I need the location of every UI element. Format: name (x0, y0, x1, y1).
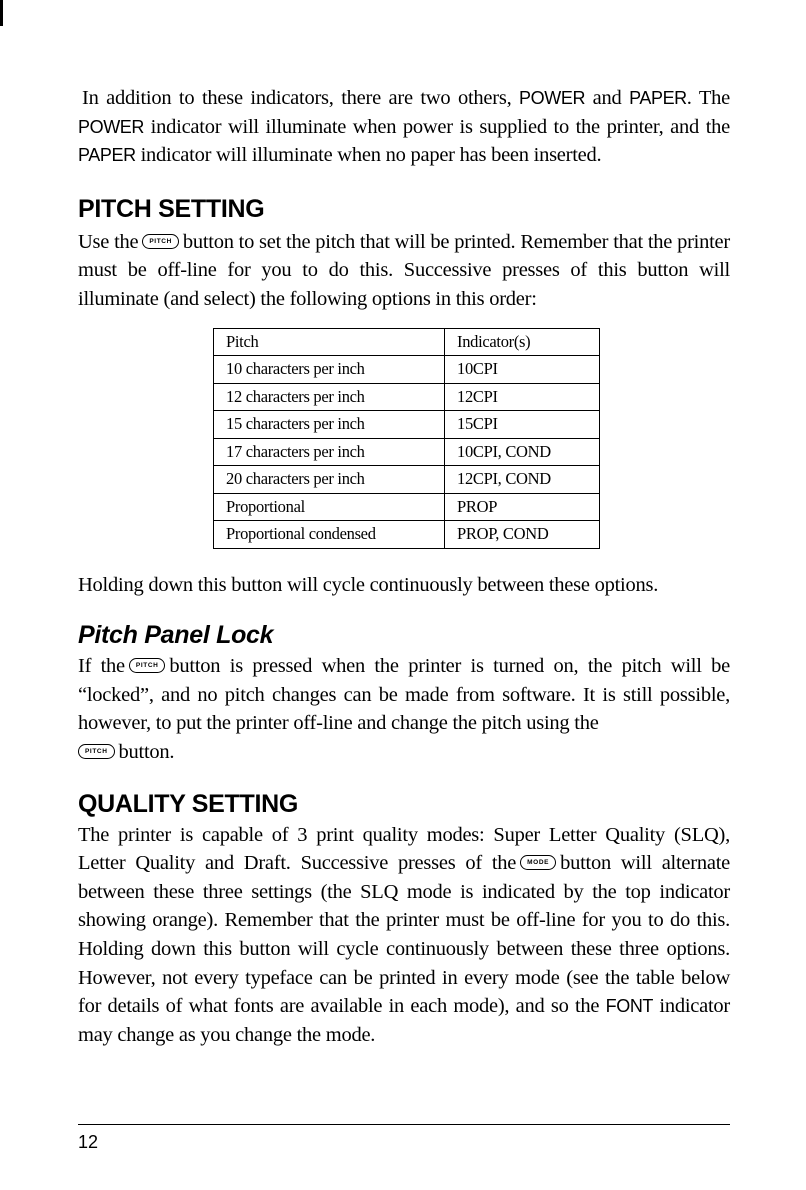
table-cell: 10 characters per inch (214, 356, 445, 384)
intro-text-3: . The (686, 87, 730, 109)
table-cell: PROP, COND (445, 521, 600, 549)
table-cell: 10CPI (445, 356, 600, 384)
table-cell: PROP (445, 493, 600, 521)
paper-indicator-label: PAPER (629, 88, 687, 108)
panel-lock-text-1: If the (78, 655, 125, 678)
footer-rule (78, 1124, 730, 1125)
table-header-cell: Indicator(s) (445, 328, 600, 356)
table-cell: 12CPI, COND (445, 466, 600, 494)
panel-lock-text-2: button is pressed when the printer is turned on, the pitch will be “locked”, and no pitch changes can be made from software. It is still possible, however, to put the printer off-line and change the pitch using the (78, 655, 730, 735)
table-cell: 10CPI, COND (445, 438, 600, 466)
mode-button-icon: MODE (520, 855, 556, 870)
page-number: 12 (78, 1132, 99, 1152)
quality-text-3: indicator may change as you change the mode. (78, 995, 730, 1046)
table-row (214, 493, 600, 521)
quality-setting-heading: QUALITY SETTING (78, 789, 299, 818)
quality-text-2: button will alternate between these three settings (the SLQ mode is indicated by the top indicator showing orange). Remember that the printer must be off-line for you to do this. Holding down this button will cycle continuously between these three options. However, not every typeface can be printed in every mode (see the table below for details of what fonts are available in each mode), and so the (78, 852, 731, 1018)
table-header-row (214, 328, 600, 356)
power-indicator-label: POWER (519, 88, 586, 108)
font-indicator-label: FONT (605, 996, 654, 1017)
pitch-table (213, 328, 600, 549)
table-header-cell: Pitch (214, 328, 445, 356)
intro-text-5: indicator will illuminate when no paper has been inserted. (135, 144, 602, 167)
table-cell: 20 characters per inch (214, 466, 445, 494)
table-cell: 15 characters per inch (214, 411, 445, 439)
pitch-setting-paragraph (78, 228, 730, 314)
intro-text-2: and (585, 87, 630, 109)
quality-setting-paragraph (78, 821, 730, 1050)
pitch-button-icon: PITCH (129, 658, 166, 673)
table-row (214, 383, 600, 411)
table-cell: 12CPI (445, 383, 600, 411)
table-cell: 15CPI (445, 411, 600, 439)
cycle-note-paragraph: Holding down this button will cycle continuously between these options. (78, 573, 659, 596)
intro-text-1: In addition to these indicators, there are two others, (82, 87, 520, 109)
intro-text-4: indicator will illuminate when power is supplied to the printer, and the (144, 115, 730, 138)
pitch-panel-lock-heading: Pitch Panel Lock (78, 621, 274, 650)
pitch-button-icon: PITCH (142, 234, 179, 249)
table-row (214, 411, 600, 439)
table-row (214, 466, 600, 494)
table-cell: Proportional condensed (214, 521, 445, 549)
intro-paragraph (78, 84, 730, 170)
paper-indicator-label: PAPER (78, 145, 136, 166)
table-row (214, 521, 600, 549)
scan-edge-mark (0, 0, 3, 26)
panel-lock-text-3: button. (118, 740, 175, 763)
table-row (214, 356, 600, 384)
pitch-setting-text-2: button to set the pitch that will be printed. Remember that the printer must be off-line for you to do this. Successive presses of this button will illuminate (and select) the following options in this order: (78, 230, 730, 310)
power-indicator-label: POWER (78, 116, 145, 137)
table-row (214, 438, 600, 466)
quality-text-1: The printer is capable of 3 print quality modes: Super Letter Quality (SLQ), Letter Quality and Draft. Successive presses of the (78, 823, 730, 875)
pitch-button-icon: PITCH (78, 744, 115, 759)
table-cell: Proportional (214, 493, 445, 521)
table-cell: 12 characters per inch (214, 383, 445, 411)
pitch-setting-heading: PITCH SETTING (78, 194, 265, 223)
pitch-panel-lock-paragraph (78, 652, 730, 766)
pitch-setting-text-1: Use the (78, 230, 139, 253)
manual-page (78, 84, 730, 1049)
table-cell: 17 characters per inch (214, 438, 445, 466)
